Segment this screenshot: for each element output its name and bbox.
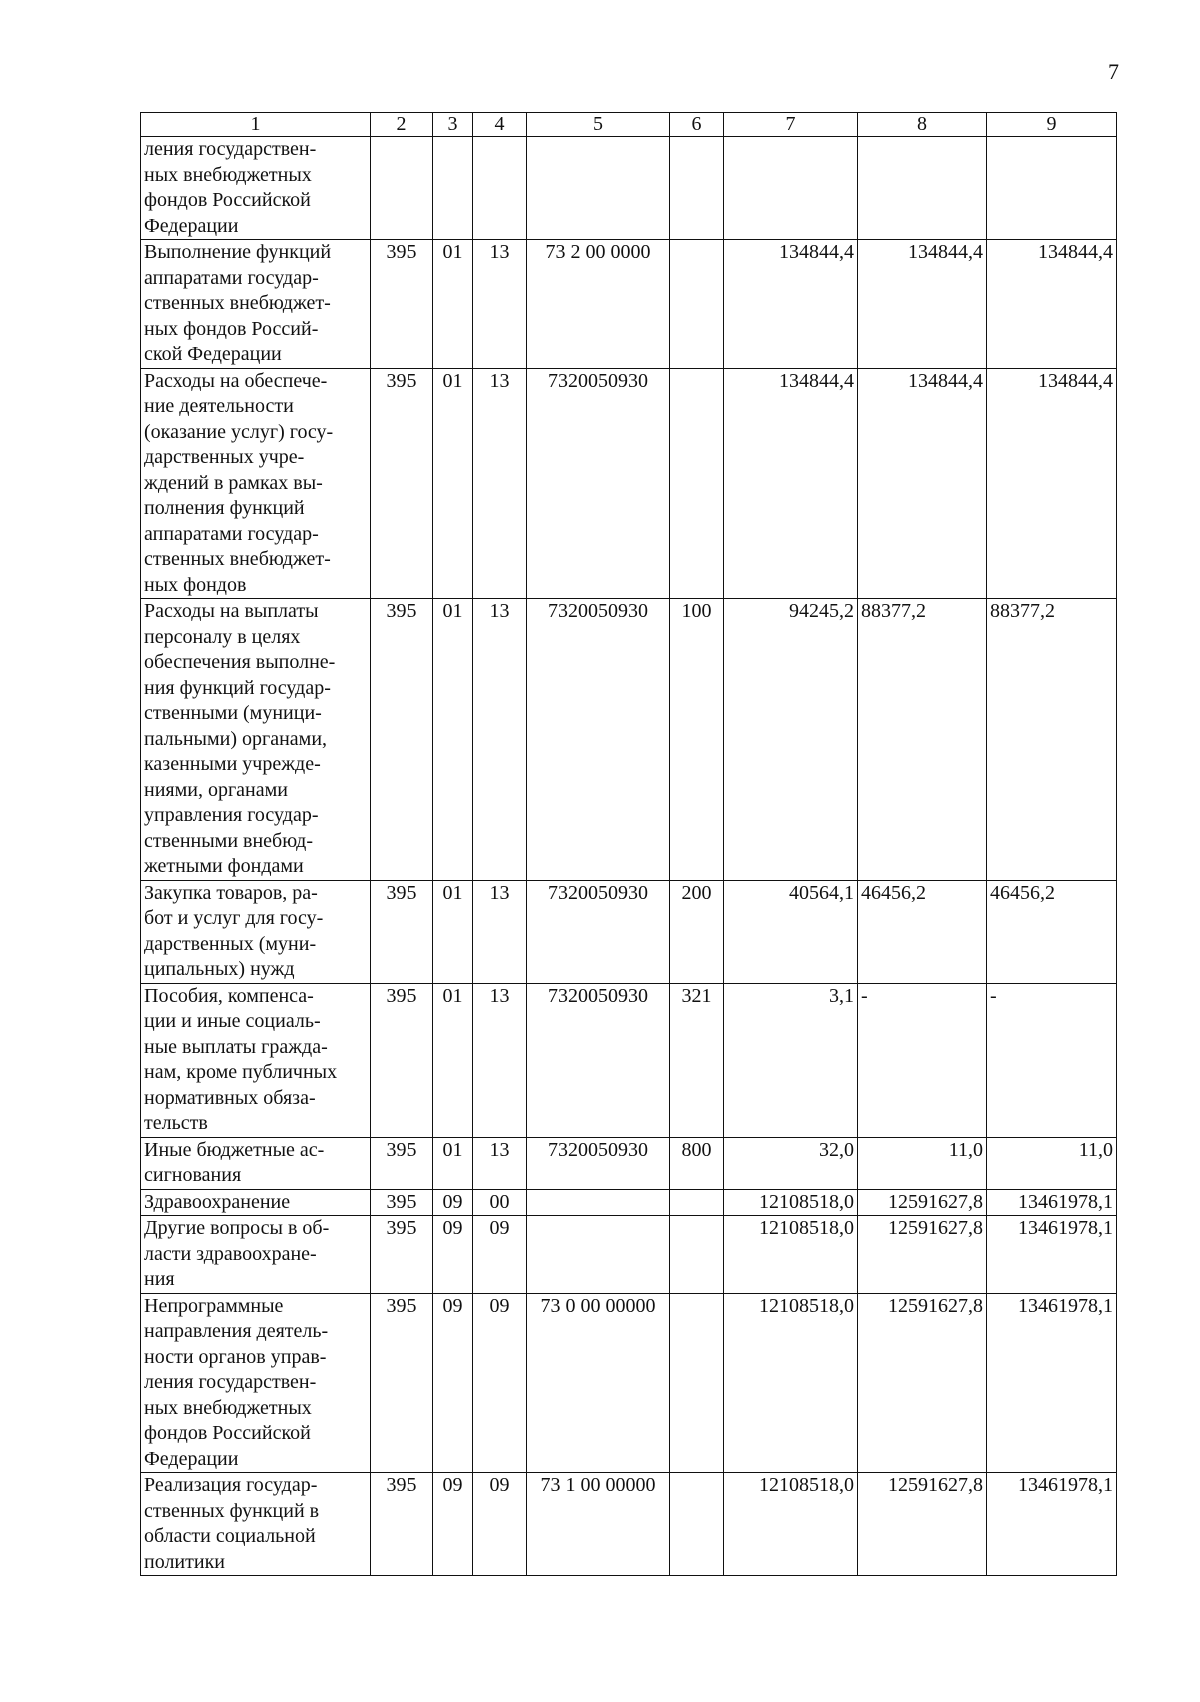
expense-type-cell bbox=[670, 1216, 724, 1294]
ministry-code-cell: 395 bbox=[371, 1216, 433, 1294]
amount-col7-cell: 12108518,0 bbox=[724, 1216, 858, 1294]
column-header: 3 bbox=[433, 113, 473, 137]
page-number: 7 bbox=[1108, 59, 1119, 84]
subsection-code-cell: 00 bbox=[473, 1189, 527, 1216]
section-code-cell: 09 bbox=[433, 1189, 473, 1216]
ministry-code-cell: 395 bbox=[371, 983, 433, 1137]
section-code-cell: 01 bbox=[433, 880, 473, 983]
amount-col9-cell: 13461978,1 bbox=[987, 1189, 1117, 1216]
expense-type-cell bbox=[670, 1293, 724, 1473]
subsection-code-cell bbox=[473, 137, 527, 240]
subsection-code-cell: 13 bbox=[473, 983, 527, 1137]
target-article-cell: 73 0 00 00000 bbox=[527, 1293, 670, 1473]
item-name-cell: Пособия, компенса- ции и иные социаль- ные выплаты гражда- нам, кроме публичных нормативных обяза- тельств bbox=[141, 983, 371, 1137]
item-name-cell: Реализация государ- ственных функций в области социальной политики bbox=[141, 1473, 371, 1576]
ministry-code-cell: 395 bbox=[371, 1293, 433, 1473]
ministry-code-cell bbox=[371, 137, 433, 240]
expense-type-cell: 800 bbox=[670, 1137, 724, 1189]
target-article-cell bbox=[527, 1216, 670, 1294]
expense-type-cell: 100 bbox=[670, 599, 724, 881]
amount-col7-cell: 134844,4 bbox=[724, 240, 858, 369]
table-row bbox=[141, 1473, 1117, 1576]
section-code-cell bbox=[433, 137, 473, 240]
amount-col7-cell: 12108518,0 bbox=[724, 1189, 858, 1216]
target-article-cell bbox=[527, 137, 670, 240]
table-row bbox=[141, 983, 1117, 1137]
amount-col9-cell: 134844,4 bbox=[987, 368, 1117, 599]
column-header: 7 bbox=[724, 113, 858, 137]
amount-col8-cell: - bbox=[858, 983, 987, 1137]
amount-col7-cell bbox=[724, 137, 858, 240]
subsection-code-cell: 13 bbox=[473, 880, 527, 983]
table-row bbox=[141, 880, 1117, 983]
amount-col9-cell: 13461978,1 bbox=[987, 1473, 1117, 1576]
amount-col8-cell: 12591627,8 bbox=[858, 1473, 987, 1576]
amount-col7-cell: 12108518,0 bbox=[724, 1293, 858, 1473]
budget-table bbox=[140, 112, 1117, 1576]
amount-col7-cell: 134844,4 bbox=[724, 368, 858, 599]
ministry-code-cell: 395 bbox=[371, 1473, 433, 1576]
amount-col7-cell: 40564,1 bbox=[724, 880, 858, 983]
table-row bbox=[141, 368, 1117, 599]
expense-type-cell bbox=[670, 1473, 724, 1576]
amount-col9-cell bbox=[987, 137, 1117, 240]
expense-type-cell: 200 bbox=[670, 880, 724, 983]
amount-col7-cell: 12108518,0 bbox=[724, 1473, 858, 1576]
amount-col9-cell: 88377,2 bbox=[987, 599, 1117, 881]
target-article-cell: 7320050930 bbox=[527, 1137, 670, 1189]
section-code-cell: 09 bbox=[433, 1216, 473, 1294]
amount-col9-cell: 46456,2 bbox=[987, 880, 1117, 983]
section-code-cell: 01 bbox=[433, 368, 473, 599]
table-row bbox=[141, 1189, 1117, 1216]
subsection-code-cell: 09 bbox=[473, 1216, 527, 1294]
item-name-cell: Расходы на обеспече- ние деятельности (оказание услуг) госу- дарственных учре- ждений в рамках вы- полнения функций аппаратами государ- ственных внебюджет- ных фондов bbox=[141, 368, 371, 599]
subsection-code-cell: 13 bbox=[473, 240, 527, 369]
column-header: 6 bbox=[670, 113, 724, 137]
table-row bbox=[141, 137, 1117, 240]
item-name-cell: ления государствен- ных внебюджетных фондов Российской Федерации bbox=[141, 137, 371, 240]
table-row bbox=[141, 1293, 1117, 1473]
section-code-cell: 01 bbox=[433, 240, 473, 369]
amount-col8-cell: 12591627,8 bbox=[858, 1189, 987, 1216]
ministry-code-cell: 395 bbox=[371, 368, 433, 599]
column-header: 4 bbox=[473, 113, 527, 137]
subsection-code-cell: 13 bbox=[473, 599, 527, 881]
ministry-code-cell: 395 bbox=[371, 1189, 433, 1216]
section-code-cell: 09 bbox=[433, 1293, 473, 1473]
amount-col8-cell: 12591627,8 bbox=[858, 1293, 987, 1473]
subsection-code-cell: 09 bbox=[473, 1293, 527, 1473]
section-code-cell: 09 bbox=[433, 1473, 473, 1576]
amount-col9-cell: 13461978,1 bbox=[987, 1216, 1117, 1294]
column-header: 1 bbox=[141, 113, 371, 137]
amount-col8-cell: 12591627,8 bbox=[858, 1216, 987, 1294]
amount-col7-cell: 3,1 bbox=[724, 983, 858, 1137]
item-name-cell: Выполнение функций аппаратами государ- ственных внебюджет- ных фондов Россий- ской Федерации bbox=[141, 240, 371, 369]
amount-col9-cell: 11,0 bbox=[987, 1137, 1117, 1189]
table-row bbox=[141, 1137, 1117, 1189]
expense-type-cell bbox=[670, 1189, 724, 1216]
subsection-code-cell: 13 bbox=[473, 1137, 527, 1189]
expense-type-cell bbox=[670, 368, 724, 599]
expense-type-cell: 321 bbox=[670, 983, 724, 1137]
amount-col8-cell bbox=[858, 137, 987, 240]
amount-col8-cell: 11,0 bbox=[858, 1137, 987, 1189]
table-row bbox=[141, 599, 1117, 881]
target-article-cell: 7320050930 bbox=[527, 880, 670, 983]
amount-col7-cell: 32,0 bbox=[724, 1137, 858, 1189]
amount-col8-cell: 134844,4 bbox=[858, 368, 987, 599]
target-article-cell: 73 2 00 0000 bbox=[527, 240, 670, 369]
item-name-cell: Иные бюджетные ас- сигнования bbox=[141, 1137, 371, 1189]
amount-col9-cell: 13461978,1 bbox=[987, 1293, 1117, 1473]
amount-col8-cell: 46456,2 bbox=[858, 880, 987, 983]
item-name-cell: Другие вопросы в об- ласти здравоохране- ния bbox=[141, 1216, 371, 1294]
table-body bbox=[141, 137, 1117, 1576]
amount-col9-cell: 134844,4 bbox=[987, 240, 1117, 369]
item-name-cell: Расходы на выплаты персоналу в целях обеспечения выполне- ния функций государ- ственными (муници- пальными) органами, казенными учрежде- ниями, органами управления государ- ственными внебюд- жетными фондами bbox=[141, 599, 371, 881]
section-code-cell: 01 bbox=[433, 1137, 473, 1189]
amount-col9-cell: - bbox=[987, 983, 1117, 1137]
item-name-cell: Закупка товаров, ра- бот и услуг для госу- дарственных (муни- ципальных) нужд bbox=[141, 880, 371, 983]
ministry-code-cell: 395 bbox=[371, 880, 433, 983]
target-article-cell: 7320050930 bbox=[527, 368, 670, 599]
ministry-code-cell: 395 bbox=[371, 240, 433, 369]
target-article-cell: 7320050930 bbox=[527, 599, 670, 881]
column-header: 9 bbox=[987, 113, 1117, 137]
table-row bbox=[141, 1216, 1117, 1294]
amount-col8-cell: 88377,2 bbox=[858, 599, 987, 881]
item-name-cell: Непрограммные направления деятель- ности органов управ- ления государствен- ных внебюджетных фондов Российской Федерации bbox=[141, 1293, 371, 1473]
target-article-cell bbox=[527, 1189, 670, 1216]
section-code-cell: 01 bbox=[433, 983, 473, 1137]
amount-col8-cell: 134844,4 bbox=[858, 240, 987, 369]
section-code-cell: 01 bbox=[433, 599, 473, 881]
table-header-row bbox=[141, 113, 1117, 137]
column-header: 2 bbox=[371, 113, 433, 137]
ministry-code-cell: 395 bbox=[371, 1137, 433, 1189]
subsection-code-cell: 13 bbox=[473, 368, 527, 599]
subsection-code-cell: 09 bbox=[473, 1473, 527, 1576]
column-header: 5 bbox=[527, 113, 670, 137]
table-row bbox=[141, 240, 1117, 369]
amount-col7-cell: 94245,2 bbox=[724, 599, 858, 881]
column-header: 8 bbox=[858, 113, 987, 137]
ministry-code-cell: 395 bbox=[371, 599, 433, 881]
expense-type-cell bbox=[670, 137, 724, 240]
target-article-cell: 7320050930 bbox=[527, 983, 670, 1137]
item-name-cell: Здравоохранение bbox=[141, 1189, 371, 1216]
target-article-cell: 73 1 00 00000 bbox=[527, 1473, 670, 1576]
expense-type-cell bbox=[670, 240, 724, 369]
